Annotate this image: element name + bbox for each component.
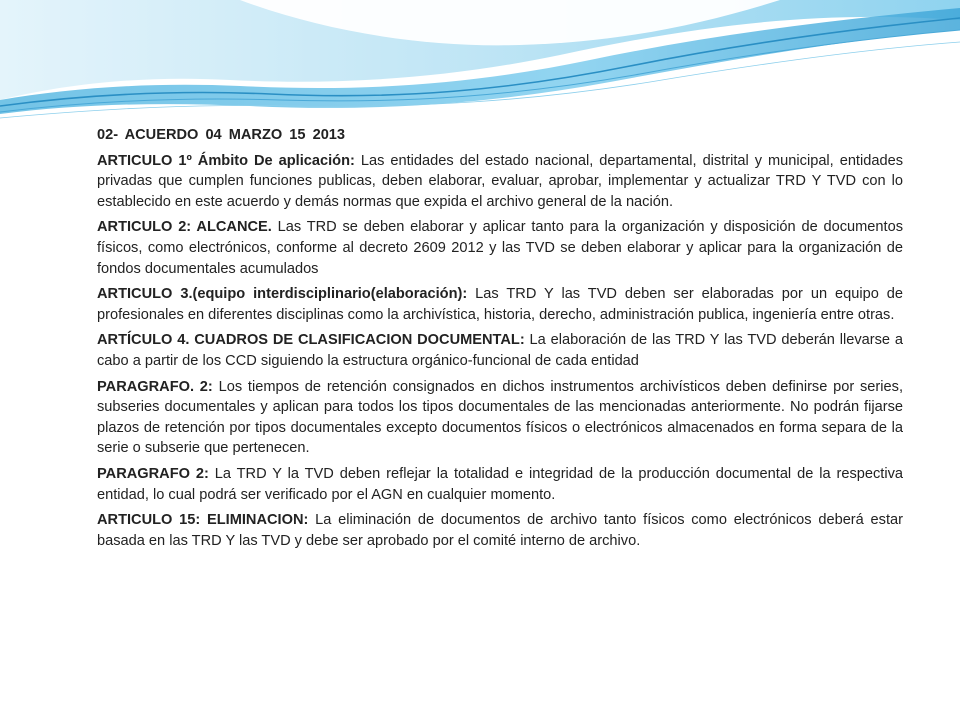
article-4-label: ARTÍCULO 4. CUADROS DE CLASIFICACION DOCUMENTAL: (97, 332, 525, 349)
article-3-label: ARTICULO 3.(equipo interdisciplinario(elaboración): (97, 286, 468, 303)
paragraph-2b-text: La TRD Y la TVD deben reflejar la totalidad e integridad de la producción documental de la respectiva entidad, lo cual podrá ser verificado por el AGN en cualquier momento. (97, 465, 903, 503)
article-4-paragraph (97, 330, 903, 371)
article-1-text: Las entidades del estado nacional, departamental, distrital y municipal, entidades privadas que cumplen funciones publicas, deben elaborar, evaluar, aprobar, implementar y actualizar TRD Y TVD con lo establecido en este acuerdo y demás normas que expida el archivo general de la nación. (97, 152, 903, 210)
paragraph-2b-label: PARAGRAFO 2: (97, 465, 209, 482)
article-1-paragraph (97, 151, 903, 213)
paragraph-2a-paragraph (97, 377, 903, 459)
article-15-paragraph (97, 510, 903, 551)
paragraph-2b-paragraph (97, 464, 903, 505)
paragraph-2a-label: PARAGRAFO. 2: (97, 378, 213, 395)
article-2-text: Las TRD se deben elaborar y aplicar tanto para la organización y disposición de documentos físicos, como electrónicos, conforme al decreto 2609 2012 y las TVD se deben elaborar y aplicar para la organización de fondos documentales acumulados (97, 219, 903, 277)
article-2-label: ARTICULO 2: ALCANCE. (97, 219, 272, 236)
article-15-text: La eliminación de documentos de archivo tanto físicos como electrónicos deberá estar basada en las TRD Y las TVD y debe ser aprobado por el comité interno de archivo. (97, 512, 903, 549)
article-15-label: ARTICULO 15: ELIMINACION: (97, 512, 309, 529)
paragraph-2a-text: Los tiempos de retención consignados en dichos instrumentos archivísticos deben definirse por series, subseries documentales y aplican para todos los tipos documentales de las mencionadas anteriormente. No podrán fijarse plazos de retención por tipos documentales excepto documentos físicos o electrónicos almacenados en forma separa de la serie o subserie que pertenecen. (97, 378, 903, 457)
article-2-paragraph (97, 217, 903, 279)
article-3-paragraph (97, 284, 903, 325)
article-4-text: La elaboración de las TRD Y las TVD deberán llevarse a cabo a partir de los CCD siguiendo la estructura orgánico-funcional de cada entidad (97, 332, 903, 369)
document-body (97, 125, 903, 556)
article-3-text: Las TRD Y las TVD deben ser elaboradas por un equipo de profesionales en diferentes disciplinas como la archivística, historia, derecho, administración publica, ingeniería entre otras. (97, 286, 904, 323)
article-1-label: ARTICULO 1º Ámbito De aplicación: (97, 152, 355, 169)
decorative-wave-banner (0, 0, 960, 130)
document-heading: 02- ACUERDO 04 MARZO 15 2013 (97, 127, 346, 143)
